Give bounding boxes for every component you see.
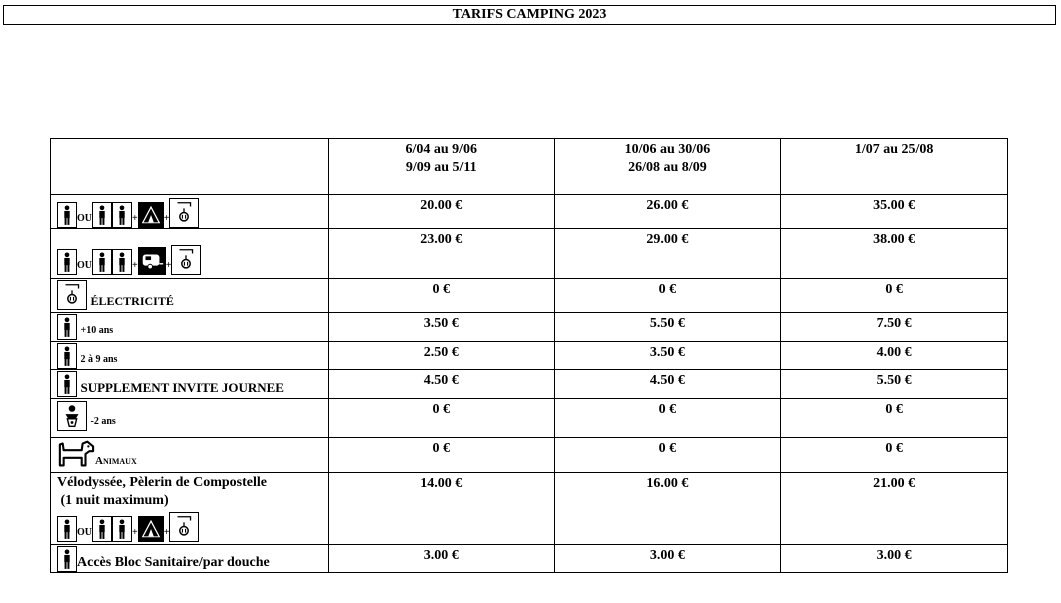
price-cell: 0 € bbox=[781, 399, 1008, 438]
table-row bbox=[51, 229, 1008, 279]
price-cell: 0 € bbox=[328, 438, 554, 473]
table-row bbox=[51, 342, 1008, 370]
table-row bbox=[51, 195, 1008, 229]
price-cell: 14.00 € bbox=[328, 473, 554, 545]
table-row bbox=[51, 438, 1008, 473]
price-cell: 4.50 € bbox=[328, 370, 554, 399]
person-icon bbox=[92, 516, 112, 542]
period-header: 10/06 au 30/06 26/08 au 8/09 bbox=[554, 139, 781, 195]
table-row bbox=[51, 399, 1008, 438]
price-cell: 2.50 € bbox=[328, 342, 554, 370]
price-cell: 38.00 € bbox=[781, 229, 1008, 279]
price-cell: 16.00 € bbox=[554, 473, 781, 545]
price-cell: 0 € bbox=[781, 279, 1008, 313]
row-label-guest: SUPPLEMENT INVITE JOURNEE bbox=[51, 370, 329, 399]
page-title: TARIFS CAMPING 2023 bbox=[3, 5, 1056, 25]
price-cell: 5.50 € bbox=[554, 313, 781, 342]
price-cell: 3.00 € bbox=[781, 545, 1008, 573]
person-icon bbox=[112, 202, 132, 228]
row-label-electricity: ÉLECTRICITÉ bbox=[51, 279, 329, 313]
tent-icon bbox=[138, 516, 164, 542]
person-icon bbox=[57, 314, 77, 340]
tent-icon bbox=[138, 202, 164, 228]
empty-header-cell bbox=[51, 139, 329, 195]
price-cell: 0 € bbox=[328, 279, 554, 313]
person-icon bbox=[112, 249, 132, 275]
person-icon bbox=[57, 202, 77, 228]
price-cell: 3.50 € bbox=[328, 313, 554, 342]
table-header-row bbox=[51, 139, 1008, 195]
row-label-velodyssee: Vélodyssée, Pèlerin de Compostelle (1 nuit maximum) OU + + bbox=[51, 473, 329, 545]
period-header: 6/04 au 9/06 9/09 au 5/11 bbox=[328, 139, 554, 195]
electric-plug-icon bbox=[169, 512, 199, 542]
dog-icon bbox=[57, 438, 95, 470]
price-cell: 29.00 € bbox=[554, 229, 781, 279]
price-cell: 5.50 € bbox=[781, 370, 1008, 399]
person-icon bbox=[57, 546, 77, 572]
price-cell: 23.00 € bbox=[328, 229, 554, 279]
table-row bbox=[51, 279, 1008, 313]
price-cell: 3.00 € bbox=[554, 545, 781, 573]
table-row bbox=[51, 370, 1008, 399]
price-cell: 3.50 € bbox=[554, 342, 781, 370]
price-cell: 0 € bbox=[328, 399, 554, 438]
price-cell: 0 € bbox=[554, 399, 781, 438]
price-cell: 0 € bbox=[554, 438, 781, 473]
price-cell: 4.00 € bbox=[781, 342, 1008, 370]
person-icon bbox=[57, 516, 77, 542]
electric-plug-icon bbox=[171, 245, 201, 275]
row-label-sanitary: Accès Bloc Sanitaire/par douche bbox=[51, 545, 329, 573]
row-label-2-to-9: 2 à 9 ans bbox=[51, 342, 329, 370]
electric-plug-icon bbox=[57, 280, 87, 310]
row-label-animals: Animaux bbox=[51, 438, 329, 473]
tarifs-table bbox=[50, 138, 1008, 573]
row-label-tent-pitch: OU + + bbox=[51, 195, 329, 229]
baby-icon bbox=[57, 401, 87, 431]
row-label-over-10: +10 ans bbox=[51, 313, 329, 342]
price-cell: 21.00 € bbox=[781, 473, 1008, 545]
person-icon bbox=[92, 202, 112, 228]
electric-plug-icon bbox=[169, 198, 199, 228]
person-icon bbox=[112, 516, 132, 542]
person-icon bbox=[57, 343, 77, 369]
price-cell: 0 € bbox=[554, 279, 781, 313]
caravan-icon bbox=[138, 247, 166, 275]
table-row bbox=[51, 313, 1008, 342]
price-cell: 3.00 € bbox=[328, 545, 554, 573]
price-cell: 26.00 € bbox=[554, 195, 781, 229]
price-cell: 7.50 € bbox=[781, 313, 1008, 342]
price-cell: 20.00 € bbox=[328, 195, 554, 229]
period-header: 1/07 au 25/08 bbox=[781, 139, 1008, 195]
table-row bbox=[51, 545, 1008, 573]
price-cell: 0 € bbox=[781, 438, 1008, 473]
person-icon bbox=[57, 371, 77, 397]
row-label-caravan-pitch: OU + + bbox=[51, 229, 329, 279]
person-icon bbox=[57, 249, 77, 275]
table-row bbox=[51, 473, 1008, 545]
row-label-under-2: -2 ans bbox=[51, 399, 329, 438]
price-cell: 35.00 € bbox=[781, 195, 1008, 229]
price-cell: 4.50 € bbox=[554, 370, 781, 399]
person-icon bbox=[92, 249, 112, 275]
